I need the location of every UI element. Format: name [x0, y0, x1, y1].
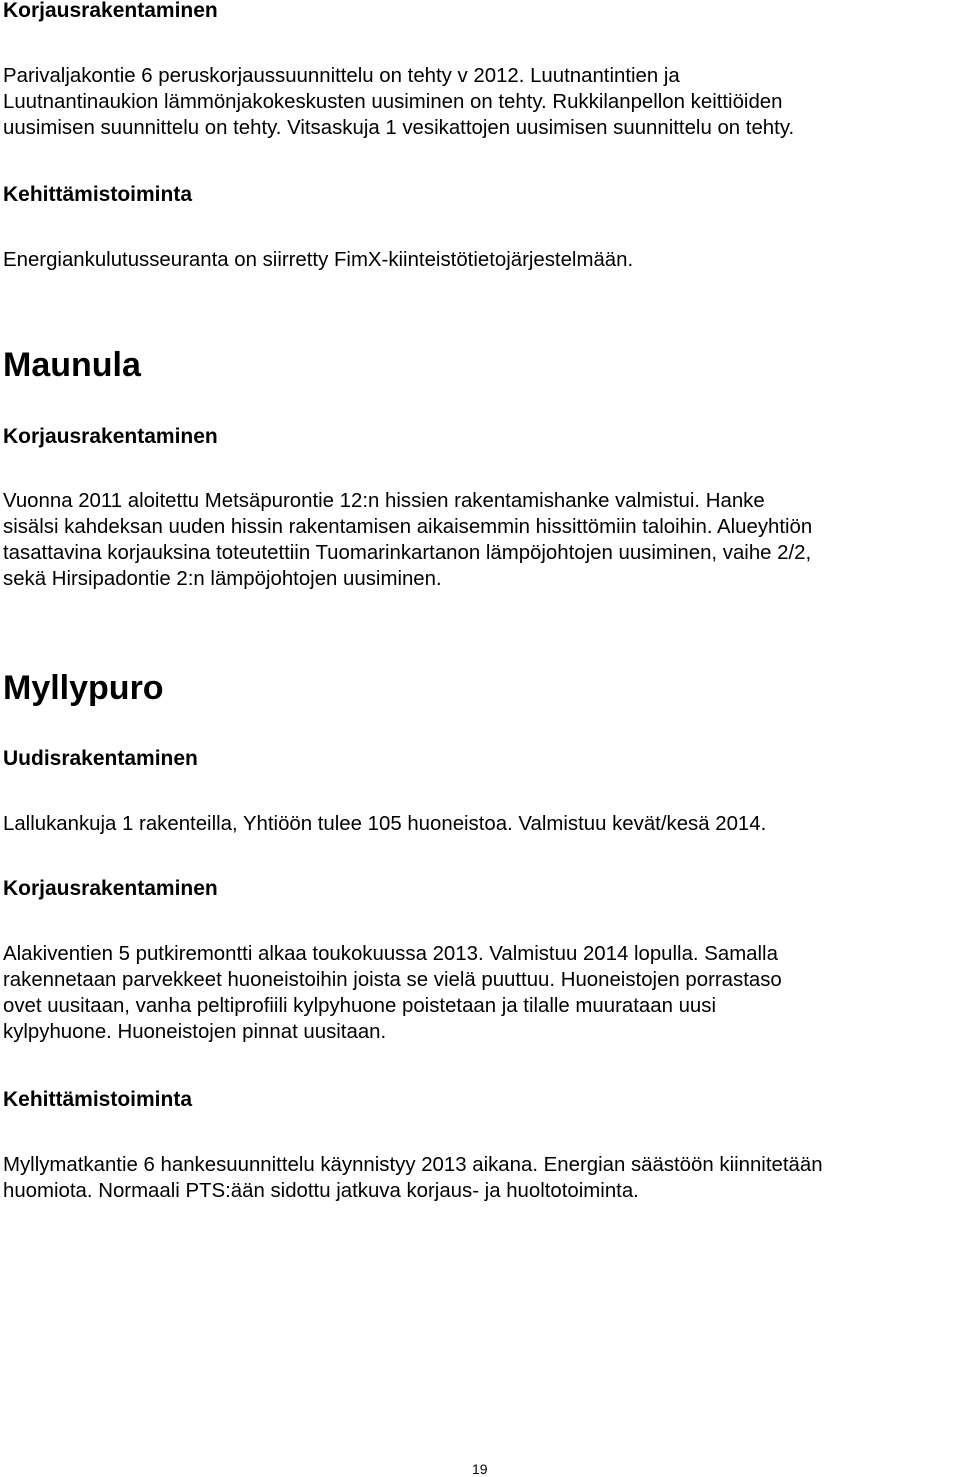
paragraph: Parivaljakontie 6 peruskorjaussuunnittelu on tehty v 2012. Luutnantintien ja Luutnantinaukion lämmönjakokeskusten uusiminen on tehty. Rukkilanpellon keittiöiden uusimisen suunnittelu on tehty. Vitsaskuja 1 vesikattojen uusimisen suunnittelu on tehty. [3, 65, 795, 139]
section-heading: Kehittämistoiminta [3, 183, 193, 206]
page-number: 19 [472, 1461, 488, 1477]
section-heading: Korjausrakentaminen [3, 0, 218, 22]
paragraph: Myllymatkantie 6 hankesuunnittelu käynnistyy 2013 aikana. Energian säästöön kiinnitetään huomiota. Normaali PTS:ään sidottu jatkuva korjaus- ja huoltotoiminta. [3, 1154, 823, 1202]
section-heading: Korjausrakentaminen [3, 877, 218, 900]
paragraph: Energiankulutusseuranta on siirretty FimX-kiinteistötietojärjestelmään. [3, 249, 634, 271]
district-title: Myllypuro [3, 669, 164, 707]
section-heading: Kehittämistoiminta [3, 1088, 193, 1111]
paragraph: Vuonna 2011 aloitettu Metsäpurontie 12:n hissien rakentamishanke valmistui. Hanke sisälsi kahdeksan uuden hissin rakentamisen aikaisemmin hissittömiin taloihin. Alueyhtiön tasattavina korjauksina toteutettiin Tuomarinkartanon lämpöjohtojen uusiminen, vaihe 2/2, sekä Hirsipadontie 2:n lämpöjohtojen uusiminen. [3, 490, 813, 590]
district-title: Maunula [3, 346, 141, 384]
section-heading: Korjausrakentaminen [3, 425, 218, 448]
section-heading: Uudisrakentaminen [3, 747, 198, 770]
paragraph: Lallukankuja 1 rakenteilla, Yhtiöön tulee 105 huoneistoa. Valmistuu kevät/kesä 2014. [3, 813, 767, 835]
paragraph: Alakiventien 5 putkiremontti alkaa toukokuussa 2013. Valmistuu 2014 lopulla. Samalla rakennetaan parvekkeet huoneistoihin joista se vielä puuttuu. Huoneistojen porrastaso ovet uusitaan, vanha peltiprofiili kylpyhuone poistetaan ja tilalle muurataan uusi kylpyhuone. Huoneistojen pinnat uusitaan. [3, 943, 782, 1043]
